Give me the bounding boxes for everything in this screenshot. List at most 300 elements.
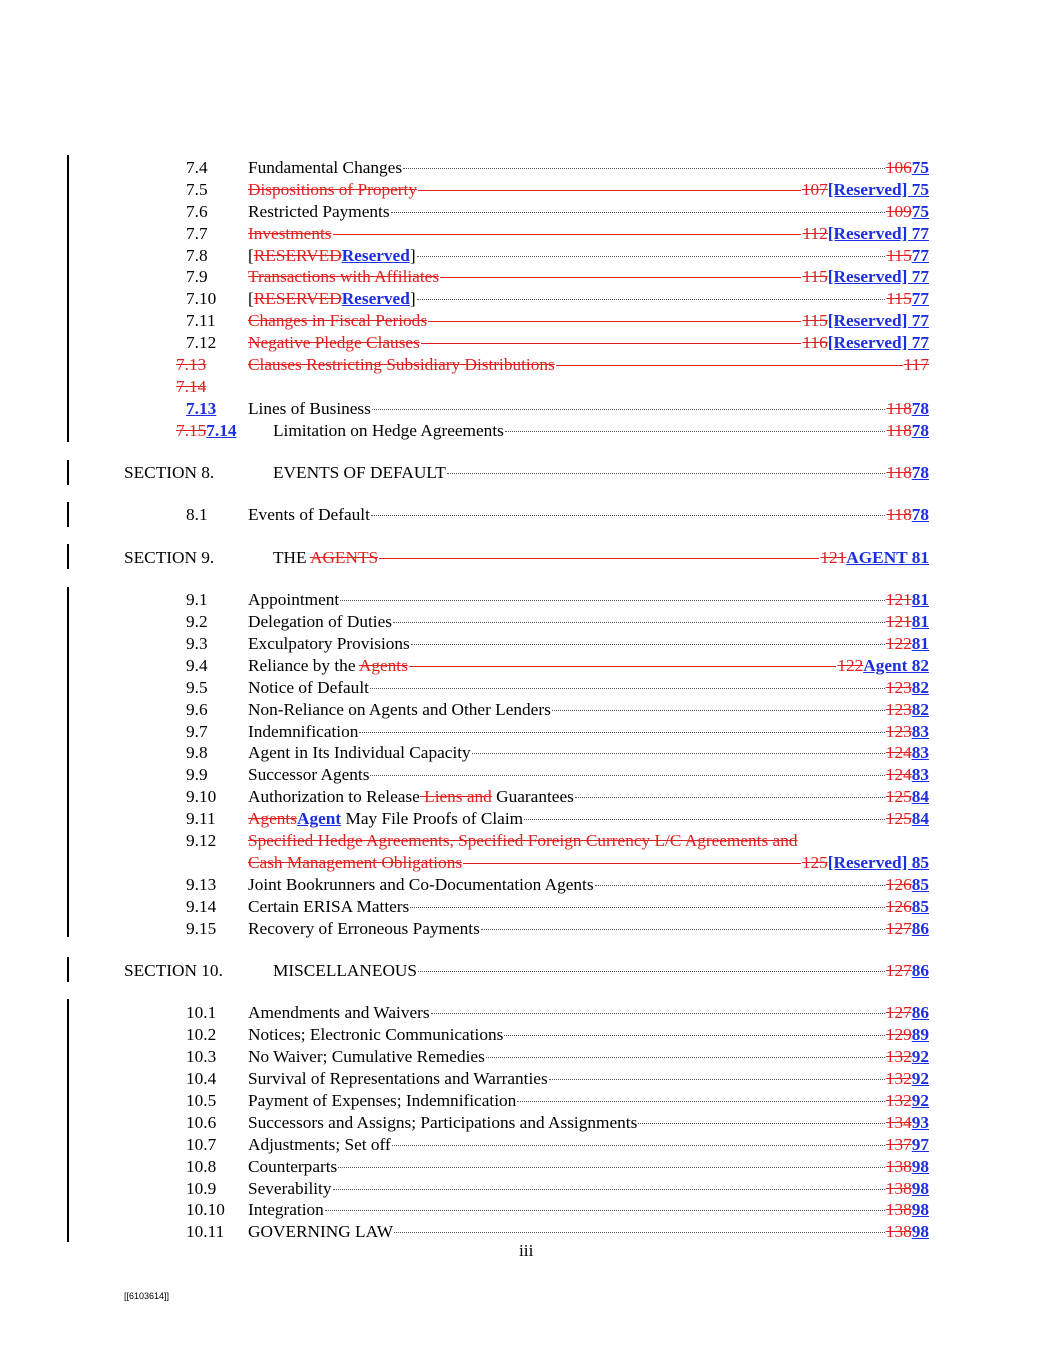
toc-entry-row[interactable] (0, 1002, 1055, 1024)
inserted-page-number: [Reserved] 85 (827, 852, 929, 872)
entry-title-line (248, 721, 929, 743)
entry-title (248, 1134, 391, 1156)
entry-title-line (248, 1024, 929, 1046)
title-text: Notice of Default (248, 677, 369, 697)
page-reference (886, 786, 929, 808)
section-number: SECTION 9. (124, 547, 215, 567)
deleted-text: Cash Management Obligations (248, 852, 463, 872)
deleted-page-number: 125 (801, 852, 828, 872)
entry-number: 10.11 (186, 1222, 225, 1242)
deleted-text: Transactions with Affiliates (248, 267, 440, 287)
toc-entry-row[interactable] (0, 1221, 1055, 1243)
deleted-page-number: 122 (837, 655, 864, 675)
entry-title (248, 201, 390, 223)
entry-title (248, 1199, 324, 1221)
page-reference (886, 896, 929, 918)
dot-leader (418, 971, 885, 972)
entry-title (273, 462, 446, 484)
page-reference (886, 764, 929, 786)
page-reference (802, 179, 929, 201)
toc-entry-row[interactable] (0, 1134, 1055, 1156)
page-reference (886, 1178, 929, 1200)
entry-title-line (248, 1156, 929, 1178)
toc-entry-row[interactable] (0, 223, 1055, 245)
deleted-page-number: 134 (885, 1112, 912, 1132)
toc-section-row[interactable] (0, 960, 1055, 982)
toc-entry-row[interactable] (0, 786, 1055, 808)
title-text: Restricted Payments (248, 201, 390, 221)
dot-leader (552, 710, 885, 711)
inserted-page-number: 78 (911, 398, 929, 418)
deleted-page-number: 127 (885, 1003, 912, 1023)
toc-entry-row[interactable] (0, 1199, 1055, 1221)
toc-entry-row[interactable] (0, 310, 1055, 332)
inserted-page-number: 98 (911, 1178, 929, 1198)
dot-leader (372, 409, 886, 410)
inserted-page-number: [Reserved] 77 (827, 311, 929, 331)
toc-entry-row[interactable] (0, 699, 1055, 721)
deleted-page-number: 118 (886, 420, 912, 440)
deleted-page-number: 107 (801, 179, 828, 199)
entry-number: 9.2 (186, 612, 208, 632)
inserted-page-number: 93 (911, 1112, 929, 1132)
deleted-page-number: 132 (885, 1090, 912, 1110)
document-id: [[6103614]] (124, 1291, 170, 1301)
deleted-page-number: 106 (885, 158, 912, 177)
entry-number: 10.8 (186, 1156, 217, 1176)
title-text: Events of Default (248, 505, 370, 525)
inserted-text: Agent (296, 809, 342, 829)
title-text: Certain ERISA Matters (248, 896, 410, 916)
dot-leader (403, 168, 885, 169)
section-number: SECTION 10. (124, 961, 223, 981)
inserted-page-number: 81 (911, 634, 929, 654)
page-reference (886, 808, 929, 830)
title-text: Successor Agents (248, 765, 370, 785)
deleted-page-number: 127 (885, 961, 912, 981)
toc-entry-row[interactable] (0, 288, 1055, 310)
deleted-page-number: 115 (886, 245, 912, 265)
entry-title (273, 960, 417, 982)
dot-leader (340, 600, 885, 601)
title-text: Guarantees (491, 787, 574, 807)
entry-number: 10.5 (186, 1090, 217, 1110)
toc-entry-row[interactable] (0, 633, 1055, 655)
toc-entry-row[interactable] (0, 398, 1055, 420)
entry-title-line (248, 918, 929, 940)
deleted-page-number: 124 (885, 743, 912, 763)
page-reference (886, 201, 929, 223)
toc-entry-row[interactable] (0, 808, 1055, 830)
title-text: THE (273, 547, 310, 567)
entry-number: 7.5 (186, 179, 208, 199)
entry-number: 7.4 (186, 158, 208, 177)
inserted-page-number: 92 (911, 1069, 929, 1089)
entry-title (248, 896, 409, 918)
title-text: Successors and Assigns; Participations and Assignments (248, 1112, 638, 1132)
inserted-text: Reserved (341, 289, 410, 309)
deleted-page-number: 122 (885, 634, 912, 654)
entry-title (248, 1068, 548, 1090)
inserted-page-number: 92 (911, 1090, 929, 1110)
page-reference (837, 655, 929, 677)
entry-title-line (248, 633, 929, 655)
deleted-text: RESERVED (253, 245, 342, 265)
page-reference (886, 1221, 929, 1243)
inserted-page-number: 83 (911, 721, 929, 741)
page-reference (886, 699, 929, 721)
inserted-page-number: 78 (911, 505, 929, 525)
deleted-page-number: 138 (885, 1200, 912, 1220)
entry-title (248, 764, 369, 786)
deleted-page-number: 138 (885, 1178, 912, 1198)
title-text: Delegation of Duties (248, 612, 392, 632)
deleted-text: Dispositions of Property (248, 179, 417, 199)
entry-number: 7.11 (186, 311, 216, 331)
entry-number: 10.6 (186, 1112, 217, 1132)
inserted-entry-number: 7.13 (186, 398, 217, 418)
toc-entry-row[interactable] (0, 1024, 1055, 1046)
entry-title (248, 1156, 337, 1178)
entry-title-line (248, 266, 929, 288)
dot-leader (556, 365, 903, 366)
toc-entry-row[interactable] (0, 874, 1055, 896)
entry-title (248, 1221, 393, 1243)
entry-title-line (273, 420, 929, 442)
table-of-contents (0, 157, 1055, 1243)
inserted-page-number: 78 (911, 420, 929, 440)
toc-entry-row[interactable] (0, 1156, 1055, 1178)
dot-leader (394, 1232, 885, 1233)
entry-title (248, 398, 371, 420)
page-reference (886, 633, 929, 655)
entry-number: 9.3 (186, 634, 208, 654)
title-text: Recovery of Erroneous Payments (248, 918, 480, 938)
page-reference (886, 721, 929, 743)
title-text: Limitation on Hedge Agreements (273, 420, 504, 440)
toc-entry-row[interactable] (0, 611, 1055, 633)
entry-title-line (248, 398, 929, 420)
toc-entry-row[interactable] (0, 179, 1055, 201)
page-reference (886, 1112, 929, 1134)
dot-leader (517, 1101, 885, 1102)
entry-number: 9.11 (186, 809, 216, 829)
title-text: MISCELLANEOUS (273, 961, 418, 981)
deleted-entry-number: 7.13 (176, 355, 207, 375)
entry-title (248, 310, 427, 332)
entry-title-line (248, 677, 929, 699)
entry-number: 7.9 (186, 267, 208, 287)
entry-title (248, 288, 416, 310)
toc-entry-row[interactable] (0, 245, 1055, 267)
inserted-page-number: 78 (911, 463, 929, 483)
deleted-page-number: 118 (886, 398, 912, 418)
entry-number: 10.9 (186, 1178, 217, 1198)
inserted-page-number: 98 (911, 1200, 929, 1220)
toc-entry-row[interactable] (0, 830, 1055, 874)
toc-entry-row[interactable] (0, 1068, 1055, 1090)
page-reference (886, 874, 929, 896)
entry-title-line (248, 611, 929, 633)
page-reference (886, 1199, 929, 1221)
toc-entry-row[interactable] (0, 420, 1055, 442)
inserted-page-number: [Reserved] 77 (827, 333, 929, 353)
title-text: Counterparts (248, 1156, 338, 1176)
page-reference (886, 1046, 929, 1068)
inserted-page-number: 81 (911, 590, 929, 610)
page-reference (886, 611, 929, 633)
entry-title-line (248, 1134, 929, 1156)
dot-leader (391, 212, 885, 213)
title-text: Agent in Its Individual Capacity (248, 743, 471, 763)
page-reference (886, 462, 929, 484)
entry-title (248, 1112, 637, 1134)
page-reference (886, 1002, 929, 1024)
entry-title (248, 223, 332, 245)
page-reference (886, 589, 929, 611)
title-text: Amendments and Waivers (248, 1003, 430, 1023)
dot-leader (370, 688, 885, 689)
inserted-page-number: [Reserved] 77 (827, 223, 929, 243)
inserted-page-number: 92 (911, 1047, 929, 1067)
entry-title (248, 157, 402, 179)
title-text: Appointment (248, 590, 340, 610)
toc-entry-row[interactable] (0, 1112, 1055, 1134)
title-text: Reliance by the (248, 655, 359, 675)
toc-entry-row[interactable] (0, 742, 1055, 764)
inserted-page-number: 86 (911, 961, 929, 981)
deleted-page-number: 123 (885, 677, 912, 697)
dot-leader (549, 1079, 885, 1080)
entry-number: 9.10 (186, 787, 217, 807)
entry-title (248, 742, 471, 764)
entry-title (248, 808, 523, 830)
dot-leader (325, 1210, 885, 1211)
title-text: May File Proofs of Claim (341, 809, 524, 829)
page-reference (802, 332, 929, 354)
entry-title (248, 786, 574, 808)
toc-entry-row[interactable] (0, 266, 1055, 288)
deleted-page-number: 123 (885, 721, 912, 741)
deleted-page-number: 115 (802, 267, 828, 287)
entry-title-line (248, 874, 929, 896)
entry-title (248, 354, 555, 376)
title-text: Exculpatory Provisions (248, 634, 410, 654)
entry-title-line (273, 547, 929, 569)
entry-title (248, 245, 416, 267)
title-text: Survival of Representations and Warranties (248, 1069, 548, 1089)
dot-leader (481, 929, 885, 930)
deleted-text: Investments (248, 223, 332, 243)
entry-number: 9.12 (186, 831, 217, 851)
toc-entry-row[interactable] (0, 354, 1055, 376)
entry-title-line (248, 852, 929, 874)
deleted-text: AGENTS (309, 547, 379, 567)
page-reference (886, 960, 929, 982)
dot-leader (417, 256, 886, 257)
deleted-page-number: 125 (885, 809, 912, 829)
toc-entry-row[interactable] (0, 1046, 1055, 1068)
entry-number: 7.12 (186, 333, 217, 353)
deleted-page-number: 124 (885, 765, 912, 785)
inserted-page-number: 86 (911, 1003, 929, 1023)
deleted-text: Liens and (419, 787, 492, 807)
toc-section-row[interactable] (0, 462, 1055, 484)
toc-entry-row[interactable] (0, 896, 1055, 918)
page-reference (886, 398, 929, 420)
toc-entry-row[interactable] (0, 721, 1055, 743)
inserted-page-number: 85 (911, 896, 929, 916)
deleted-page-number: 112 (802, 223, 828, 243)
dot-leader (595, 885, 885, 886)
entry-number-revised (176, 420, 237, 442)
toc-entry-row[interactable] (0, 201, 1055, 223)
dot-leader (333, 1189, 885, 1190)
title-text: Notices; Electronic Communications (248, 1025, 504, 1045)
toc-section-row[interactable] (0, 547, 1055, 569)
inserted-page-number: Agent 82 (863, 655, 929, 675)
deleted-text: RESERVED (253, 289, 342, 309)
inserted-page-number: 77 (911, 245, 929, 265)
page-reference (886, 504, 929, 526)
entry-title-line (248, 1090, 929, 1112)
dot-leader (371, 515, 886, 516)
deleted-page-number: 117 (903, 355, 929, 375)
entry-title (248, 1090, 516, 1112)
entry-title-line (248, 786, 929, 808)
toc-entry-row[interactable] (0, 1090, 1055, 1112)
page-reference (886, 742, 929, 764)
inserted-page-number: AGENT 81 (846, 547, 929, 567)
deleted-page-number: 132 (885, 1069, 912, 1089)
title-text: Non-Reliance on Agents and Other Lenders (248, 699, 551, 719)
dot-leader (472, 753, 885, 754)
entry-title (248, 179, 417, 201)
page-reference (886, 1134, 929, 1156)
entry-number: 9.14 (186, 896, 217, 916)
entry-title (248, 655, 408, 677)
toc-entry-row[interactable] (0, 1178, 1055, 1200)
entry-number: 9.4 (186, 655, 208, 675)
toc-entry-row[interactable] (0, 332, 1055, 354)
entry-title (248, 721, 358, 743)
page-number: iii (519, 1241, 534, 1260)
entry-title-line (248, 504, 929, 526)
title-text: Severability (248, 1178, 332, 1198)
deleted-page-number: 121 (820, 547, 847, 567)
page-reference (886, 1090, 929, 1112)
toc-entry-row[interactable] (0, 655, 1055, 677)
entry-number: 9.9 (186, 765, 208, 785)
entry-title-line (248, 223, 929, 245)
deleted-page-number: 127 (885, 918, 912, 938)
dot-leader (409, 666, 836, 667)
entry-title (248, 699, 551, 721)
toc-entry-row[interactable] (0, 504, 1055, 526)
entry-title-line (248, 764, 929, 786)
page-reference (904, 354, 929, 376)
dot-leader (431, 1013, 885, 1014)
entry-title (248, 1002, 430, 1024)
toc-entry-row[interactable] (0, 677, 1055, 699)
dot-leader (504, 1035, 884, 1036)
entry-number: 7.8 (186, 245, 208, 265)
entry-title-line (248, 288, 929, 310)
deleted-text: Agents (358, 655, 408, 675)
entry-title-line: Specified Hedge Agreements, Specified Foreign Currency L/C Agreements and (248, 831, 798, 851)
title-text: Adjustments; Set off (248, 1134, 391, 1154)
dot-leader (524, 819, 885, 820)
entry-number: 10.3 (186, 1047, 217, 1067)
deleted-page-number: 123 (885, 699, 912, 719)
entry-title (248, 332, 420, 354)
entry-number: 9.7 (186, 721, 208, 741)
entry-number: 7.7 (186, 223, 208, 243)
title-text: GOVERNING LAW (248, 1222, 393, 1242)
toc-entry-row[interactable] (0, 918, 1055, 940)
title-text: Indemnification (248, 721, 359, 741)
entry-number: 7.6 (186, 201, 208, 221)
dot-leader (505, 431, 886, 432)
entry-title-line (273, 960, 929, 982)
dot-leader (428, 321, 801, 322)
dot-leader (418, 190, 801, 191)
entry-title-line (248, 742, 929, 764)
entry-title-line (248, 201, 929, 223)
inserted-page-number: 75 (911, 158, 929, 177)
deleted-page-number: 129 (885, 1025, 912, 1045)
entry-number: 8.1 (186, 505, 208, 525)
page-reference (820, 547, 929, 569)
toc-entry-row[interactable] (0, 589, 1055, 611)
entry-number: 10.1 (186, 1003, 217, 1023)
inserted-page-number: [Reserved] 77 (827, 267, 929, 287)
deleted-text: Negative Pledge Clauses (248, 333, 420, 353)
entry-title-line (248, 1178, 929, 1200)
dot-leader (575, 797, 885, 798)
deleted-page-number: 121 (885, 612, 912, 632)
entry-title (248, 611, 392, 633)
deleted-page-number: 116 (802, 333, 828, 353)
deleted-page-number: 115 (886, 289, 912, 309)
inserted-entry-number: 7.14 (206, 420, 237, 440)
inserted-page-number: 85 (911, 874, 929, 894)
inserted-page-number: 86 (911, 918, 929, 938)
entry-title (248, 1178, 332, 1200)
entry-title (248, 852, 462, 874)
entry-title-line (248, 1002, 929, 1024)
inserted-page-number: 82 (911, 699, 929, 719)
dot-leader (392, 1145, 885, 1146)
entry-number: 9.13 (186, 874, 217, 894)
entry-title-line (248, 896, 929, 918)
deleted-entry-number: 7.14 (176, 376, 207, 396)
entry-title (248, 1024, 503, 1046)
inserted-text: Reserved (341, 245, 410, 265)
deleted-entry-number: 7.15 (176, 420, 207, 440)
entry-number: 10.10 (186, 1200, 225, 1220)
toc-entry-row[interactable] (0, 764, 1055, 786)
entry-title-line (248, 1046, 929, 1068)
title-text: Payment of Expenses; Indemnification (248, 1090, 517, 1110)
title-text: [ (248, 245, 254, 265)
entry-title-line (248, 1068, 929, 1090)
toc-entry-row[interactable] (0, 157, 1055, 179)
toc-entry-row[interactable] (0, 376, 1055, 398)
title-text: Lines of Business (248, 398, 371, 418)
inserted-page-number: 77 (911, 289, 929, 309)
inserted-page-number: 84 (911, 809, 929, 829)
